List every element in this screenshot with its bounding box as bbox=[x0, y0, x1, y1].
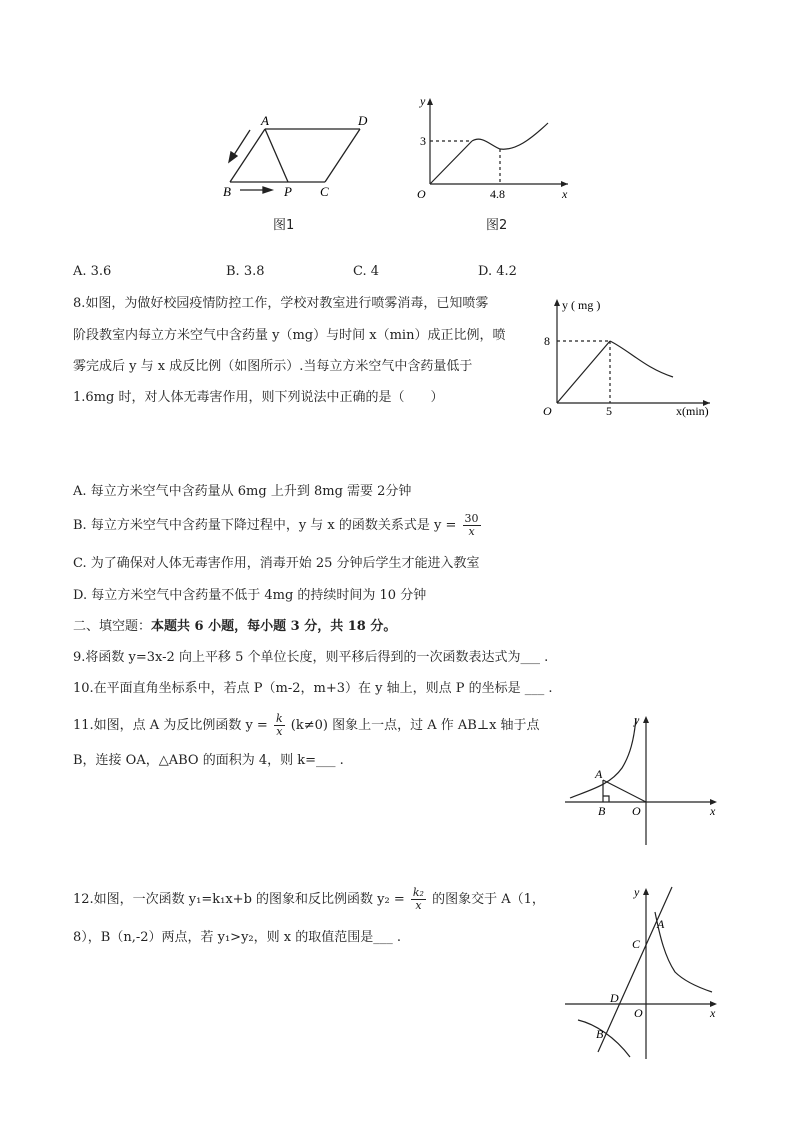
q8-graph-yval: 8 bbox=[544, 334, 550, 348]
section-2-text: 本题共 6 小题，每小题 3 分，共 18 分。 bbox=[151, 619, 397, 634]
q8-graph-xlabel: x(min) bbox=[676, 404, 709, 418]
section-2-heading bbox=[73, 617, 396, 637]
q8-option-b-fraction: $\frac{30}{x}$ bbox=[464, 512, 479, 538]
q12-graph-A: A bbox=[657, 917, 665, 931]
q9-text: 9.将函数 y=3x-2 向上平移 5 个单位长度，则平移后得到的一次函数表达式为___ . bbox=[73, 650, 549, 665]
figure-2-graph bbox=[410, 95, 580, 205]
q8-option-c: C. 为了确保对人体无毒害作用，消毒开始 25 分钟后学生才能进入教室 bbox=[73, 556, 480, 571]
q7-option-c: C. 4 bbox=[353, 264, 380, 279]
q10-text: 10.在平面直角坐标系中，若点 P（m-2，m+3）在 y 轴上，则点 P 的坐标是 ___ . bbox=[73, 681, 553, 696]
q12-graph-C: C bbox=[632, 937, 641, 951]
q12-graph-O: O bbox=[634, 1006, 643, 1020]
q11-line-1: 11.如图，点 A 为反比例函数 y = $\frac{k}{x}$ (k≠0) 图象上一点，过 A 作 AB⊥x 轴于点 bbox=[73, 712, 540, 738]
fig1-label-P: P bbox=[284, 184, 292, 199]
q8-graph bbox=[540, 293, 730, 423]
fig1-label-D: D bbox=[358, 113, 368, 128]
fig2-label-y: y bbox=[420, 94, 426, 108]
q8-option-d: D. 每立方米空气中含药量不低于 4mg 的持续时间为 10 分钟 bbox=[73, 588, 427, 603]
q8-option-b-text: B. 每立方米空气中含药量下降过程中，y 与 x 的函数关系式是 y = bbox=[73, 518, 457, 533]
q8-line-1: 8.如图，为做好校园疫情防控工作，学校对教室进行喷雾消毒，已知喷雾 bbox=[73, 296, 489, 311]
fig2-caption: 图2 bbox=[486, 218, 508, 233]
fig1-label-B: B bbox=[223, 184, 231, 199]
q11-graph-y: y bbox=[634, 713, 640, 727]
q12-line-1: 12.如图，一次函数 y₁=k₁x+b 的图象和反比例函数 y₂ = $\frac{\text{k₂}}{x}$ 的图象交于 A（1， bbox=[73, 886, 545, 912]
q8-graph-xval: 5 bbox=[606, 404, 612, 418]
q11-graph-B: B bbox=[598, 804, 606, 818]
q12-graph-B: B bbox=[596, 1027, 604, 1041]
q11-fraction: $\frac{k}{x}$ bbox=[275, 712, 283, 738]
fig1-label-C: C bbox=[320, 184, 329, 199]
section-2-prefix: 二、填空题： bbox=[73, 619, 152, 634]
q8-graph-origin: O bbox=[543, 404, 552, 418]
q8-graph-ylabel: y ( mg ) bbox=[562, 298, 601, 312]
q12-fraction: $\frac{\text{k₂}}{x}$ bbox=[412, 886, 424, 912]
q12-graph-x: x bbox=[710, 1006, 716, 1020]
fig2-label-x: x bbox=[562, 187, 568, 201]
q7-option-b: B. 3.8 bbox=[226, 264, 265, 279]
q12-graph-y: y bbox=[634, 885, 640, 899]
fig1-caption: 图1 bbox=[273, 218, 295, 233]
q11-graph bbox=[560, 710, 730, 850]
q11-graph-x: x bbox=[710, 804, 716, 818]
q8-option-b bbox=[73, 512, 483, 540]
q12-graph-D: D bbox=[610, 991, 619, 1005]
q12-graph bbox=[560, 882, 730, 1062]
q7-option-a: A. 3.6 bbox=[73, 264, 112, 279]
fig2-label-3: 3 bbox=[420, 134, 426, 148]
q8-line-2: 阶段教室内每立方米空气中含药量 y（mg）与时间 x（min）成正比例，喷 bbox=[73, 328, 506, 343]
fig2-label-4-8: 4.8 bbox=[490, 187, 505, 201]
figure-1-parallelogram bbox=[220, 112, 380, 202]
q7-option-d: D. 4.2 bbox=[478, 264, 517, 279]
q12-line-2: 8），B（n,-2）两点，若 y₁>y₂，则 x 的取值范围是___ . bbox=[73, 930, 401, 945]
q11-graph-O: O bbox=[632, 804, 641, 818]
q8-option-a: A. 每立方米空气中含药量从 6mg 上升到 8mg 需要 2分钟 bbox=[73, 484, 412, 499]
fig2-label-O: O bbox=[417, 187, 426, 201]
q8-line-3: 雾完成后 y 与 x 成反比例（如图所示）.当每立方米空气中含药量低于 bbox=[73, 359, 473, 374]
fig1-label-A: A bbox=[261, 113, 269, 128]
q11-line-2: B，连接 OA，△ABO 的面积为 4，则 k=___ . bbox=[73, 753, 344, 768]
q8-line-4: 1.6mg 时，对人体无毒害作用，则下列说法中正确的是（ ） bbox=[73, 390, 444, 405]
q11-graph-A: A bbox=[595, 767, 603, 781]
